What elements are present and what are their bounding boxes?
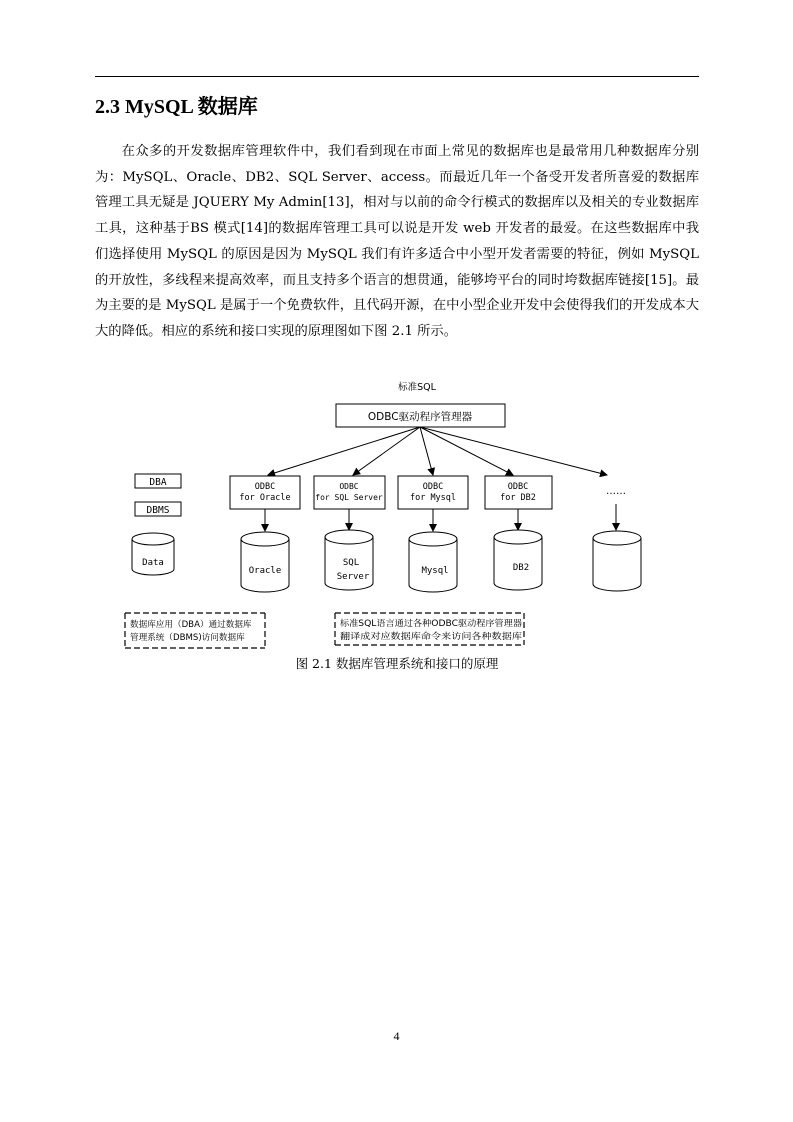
db2-db-label: DB2 xyxy=(512,563,530,573)
data-cylinder xyxy=(132,533,174,575)
arrow-to-sqlserver-driver xyxy=(353,427,420,475)
driver-mysql-line1: ODBC xyxy=(422,482,444,492)
oracle-cylinder xyxy=(241,532,289,592)
figure-database-interface xyxy=(95,376,699,676)
arrow-to-other-driver xyxy=(420,427,607,475)
header-rule xyxy=(95,76,699,77)
note-left-line1: 数据库应用（DBA）通过数据库 xyxy=(130,620,252,630)
driver-oracle-line2: for Oracle xyxy=(239,493,291,503)
note-right-line1: 标准SQL语言通过各种ODBC驱动程序管理器 xyxy=(340,619,512,629)
arrow-to-oracle-driver xyxy=(268,427,420,475)
section-heading: 2.3 MySQL 数据库 xyxy=(95,96,258,118)
driver-sqlserver-line2: for SQL Server xyxy=(315,493,383,502)
driver-db2-line2: for DB2 xyxy=(500,493,536,503)
driver-oracle-line1: ODBC xyxy=(254,482,276,492)
odbc-manager-label: ODBC驱动程序管理器 xyxy=(367,411,473,423)
arrow-to-db2-driver xyxy=(420,427,513,475)
page-number: 4 xyxy=(393,1029,400,1043)
diagram-svg xyxy=(95,376,699,656)
driver-mysql-line2: for Mysql xyxy=(409,493,457,503)
note-left-line2: 管理系统（DBMS)访问数据库 xyxy=(130,633,245,643)
manager-arrows xyxy=(268,427,607,475)
dba-label: DBA xyxy=(149,477,167,488)
more-drivers-ellipsis: …… xyxy=(606,486,626,497)
sqlserver-db-label-line2: Server xyxy=(336,572,370,582)
arrow-to-mysql-driver xyxy=(420,427,433,475)
mysql-cylinder xyxy=(409,532,457,592)
data-cylinder-label: Data xyxy=(142,558,164,568)
db2-cylinder xyxy=(494,530,542,590)
driver-sqlserver-line1: ODBC xyxy=(339,482,359,491)
driver-db2-line1: ODBC xyxy=(507,482,529,492)
note-right-line2: 翻译成对应数据库命令来访问各种数据库 xyxy=(340,632,495,642)
sqlserver-db-label-line1: SQL xyxy=(342,558,360,568)
body-paragraph: 在众多的开发数据库管理软件中，我们看到现在市面上常见的数据库也是最常用几种数据库分别为：MySQL、Oracle、DB2、SQL Server、access。而最近几年一个备受开发者所喜爱的数据库管理工具无疑是 JQUERY My Admin[13]，相对与以前的命令行模式的数据库以及相关的专业数据库工具，这种基于BS 模式[14]的数据库管理工具可以说是开发 web 开发者的最爱。在这些数据库中我们选择使用 MySQL 的原因是因为 MySQL 我们有许多适合中小型开发者需要的特征，例如 MySQL 的开放性，多线程来提高效率，而且支持多个语言的想贯通，能够垮平台的同时垮数据库链接[15]。最为主要的是 MySQL 是属于一个免费软件，且代码开源，在中小型企业开发中会使得我们的开发成本大大的降低。相应的系统和接口实现的原理图如下图 2.1 所示。 xyxy=(95,144,699,339)
dbms-label: DBMS xyxy=(146,505,170,516)
figure-caption: 图 2.1 数据库管理系统和接口的原理 xyxy=(295,656,499,671)
oracle-db-label: Oracle xyxy=(248,566,282,576)
standard-sql-label: 标准SQL xyxy=(398,382,436,393)
other-db-cylinder xyxy=(593,531,641,591)
mysql-db-label: Mysql xyxy=(421,566,449,576)
